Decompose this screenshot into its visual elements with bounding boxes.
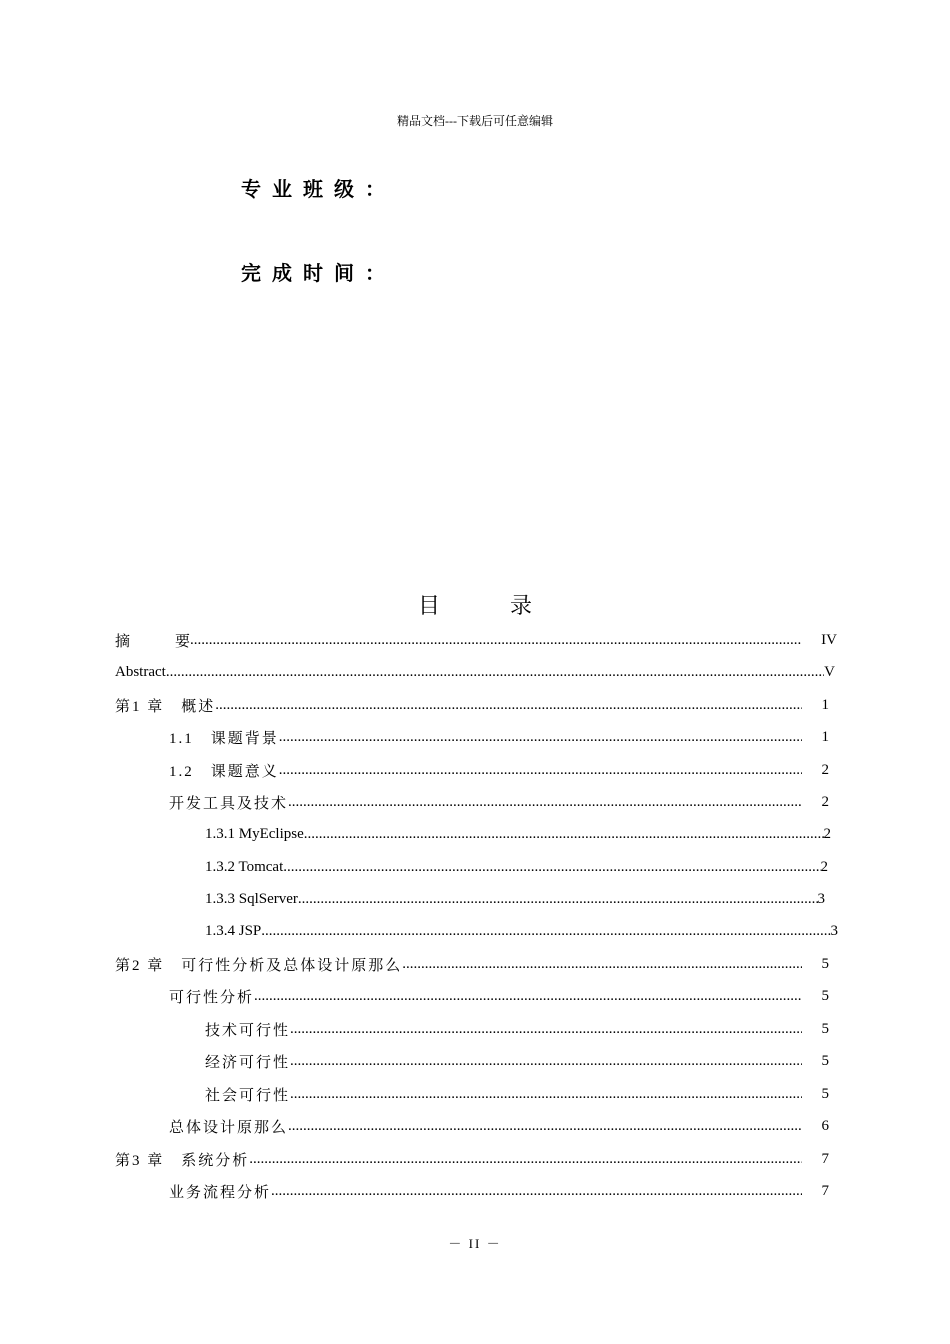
toc-entry-page: 3 — [817, 890, 825, 907]
toc-leader — [283, 859, 820, 876]
toc-entry-page: 5 — [821, 955, 829, 972]
toc-entry-page: 5 — [821, 1085, 829, 1102]
toc-leader — [261, 923, 830, 940]
toc-entry-text: 可行性分析 — [169, 989, 255, 1006]
toc-entry-chapter-2[interactable] — [115, 948, 829, 980]
toc-entry-text: 开发工具及技术 — [169, 795, 289, 812]
toc-entry-page: 1 — [821, 696, 829, 713]
toc-entry-abstract-en[interactable] — [115, 656, 835, 688]
toc-entry-page: 2 — [821, 761, 829, 778]
toc-entry-3-1[interactable] — [169, 1175, 829, 1207]
toc-leader — [290, 1021, 801, 1038]
toc-leader — [271, 1183, 801, 1200]
toc-entry-2-1-2[interactable] — [205, 1045, 829, 1077]
toc-leader — [290, 1086, 801, 1103]
toc-entry-page: 2 — [821, 793, 829, 810]
toc-entry-2-2[interactable] — [169, 1110, 829, 1142]
toc-title — [0, 592, 950, 622]
toc-leader — [279, 729, 802, 746]
toc-entry-text: 1.2 课题意义 — [169, 763, 279, 780]
toc-entry-abstract-cn[interactable] — [115, 624, 837, 656]
toc-leader — [304, 826, 824, 843]
toc-entry-page: V — [824, 663, 835, 680]
toc-entry-1-3-4[interactable] — [205, 915, 838, 947]
toc-entry-page: 5 — [821, 987, 829, 1004]
toc-entry-1-1[interactable] — [169, 721, 829, 753]
toc-entry-page: 3 — [830, 922, 838, 939]
major-class-label: 专业班级： — [241, 177, 396, 201]
toc-title-char-2: 录 — [510, 594, 533, 619]
toc-leader — [166, 664, 824, 681]
toc-entry-1-3-3[interactable] — [205, 883, 825, 915]
toc-entry-1-2[interactable] — [169, 754, 829, 786]
toc-entry-2-1[interactable] — [169, 980, 829, 1012]
toc-entry-page: 5 — [821, 1020, 829, 1037]
toc-entry-page: IV — [821, 631, 837, 648]
toc-leader — [288, 794, 801, 811]
toc-entry-1-3-1[interactable] — [205, 818, 831, 850]
toc-entry-text: 1.3.1 MyEclipse — [205, 825, 304, 842]
toc-entry-text: 第2 章 可行性分析及总体设计原那么 — [115, 957, 403, 974]
toc-entry-chapter-1[interactable] — [115, 689, 829, 721]
toc-title-char-1: 目 — [417, 594, 440, 619]
toc-entry-text: 技术可行性 — [205, 1022, 291, 1039]
toc-leader — [402, 956, 801, 973]
toc-entry-text: 社会可行性 — [205, 1087, 291, 1104]
toc-leader — [249, 1151, 801, 1168]
toc-leader — [215, 697, 801, 714]
toc-entry-text: 1.1 课题背景 — [169, 730, 279, 747]
toc-entry-1-3[interactable] — [169, 786, 829, 818]
toc-entry-text: 1.3.2 Tomcat — [205, 858, 284, 875]
toc-entry-text: 第1 章 概述 — [115, 698, 216, 715]
toc-entry-page: 2 — [823, 825, 831, 842]
toc-leader — [288, 1118, 801, 1135]
toc-entry-chapter-3[interactable] — [115, 1143, 829, 1175]
toc-entry-page: 6 — [821, 1117, 829, 1134]
toc-entry-page: 5 — [821, 1052, 829, 1069]
toc-entry-text: 业务流程分析 — [169, 1184, 272, 1201]
toc-entry-page: 7 — [821, 1150, 829, 1167]
toc-entry-page: 7 — [821, 1182, 829, 1199]
toc-leader — [254, 988, 801, 1005]
toc-leader — [190, 632, 801, 649]
toc-entry-page: 2 — [820, 858, 828, 875]
toc-entry-text: 总体设计原那么 — [169, 1119, 289, 1136]
page-number-footer: － II － — [448, 1236, 502, 1251]
toc-entry-text: 1.3.4 JSP — [205, 922, 262, 939]
toc-entry-2-1-3[interactable] — [205, 1078, 829, 1110]
toc-entry-1-3-2[interactable] — [205, 851, 828, 883]
toc-entry-page: 1 — [821, 728, 829, 745]
toc-entry-2-1-1[interactable] — [205, 1013, 829, 1045]
toc-entry-text: Abstract — [115, 663, 166, 680]
toc-entry-text: 第3 章 系统分析 — [115, 1152, 250, 1169]
header-note: 精品文档---下载后可任意编辑 — [397, 114, 553, 128]
toc-leader — [290, 1053, 801, 1070]
toc-leader — [279, 762, 802, 779]
toc-entry-text: 经济可行性 — [205, 1054, 291, 1071]
toc-entry-text: 摘 要 — [115, 633, 191, 650]
toc-entry-text: 1.3.3 SqlServer — [205, 890, 298, 907]
toc-leader — [298, 891, 818, 908]
completion-time-label: 完成时间： — [241, 261, 396, 285]
